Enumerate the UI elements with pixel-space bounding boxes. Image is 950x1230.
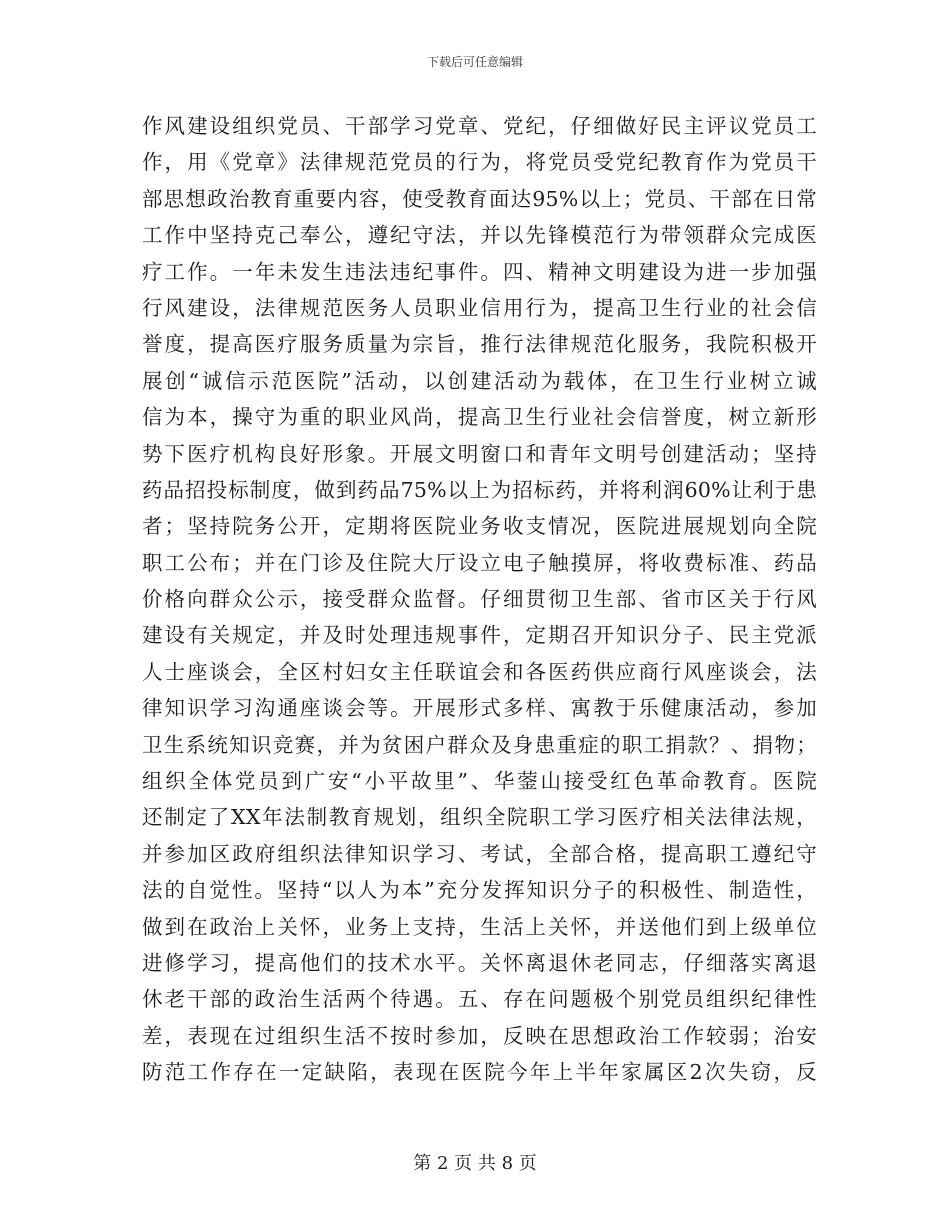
text-line: 誉度，提高医疗服务质量为宗旨，推行法律规范化服务，我院积极开 bbox=[142, 332, 817, 357]
text-line: 工作中坚持克己奉公，遵纪守法，并以先锋模范行为带领群众完成医 bbox=[142, 223, 817, 248]
text-line: 行风建设，法律规范医务人员职业信用行为，提高卫生行业的社会信 bbox=[142, 295, 817, 320]
text-line: 律知识学习沟通座谈会等。开展形式多样、寓教于乐健康活动，参加 bbox=[142, 696, 817, 721]
text-line: 职工公布；并在门诊及住院大厅设立电子触摸屏，将收费标准、药品 bbox=[142, 550, 817, 575]
text-line: 卫生系统知识竞赛，并为贫困户群众及身患重症的职工捐款？、捐物； bbox=[142, 732, 817, 757]
page-number: 第 2 页 共 8 页 bbox=[413, 1153, 537, 1174]
page-header-note: 下载后可任意编辑 bbox=[426, 55, 523, 69]
text-line: 还制定了XX年法制教育规划，组织全院职工学习医疗相关法律法规， bbox=[142, 805, 817, 830]
text-line: 势下医疗机构良好形象。开展文明窗口和青年文明号创建活动；坚持 bbox=[142, 441, 817, 466]
text-line: 作风建设组织党员、干部学习党章、党纪，仔细做好民主评议党员工 bbox=[142, 114, 817, 138]
body-text bbox=[142, 108, 817, 1091]
text-line: 建设有关规定，并及时处理违规事件，定期召开知识分子、民主党派 bbox=[142, 623, 817, 648]
text-line: 部思想政治教育重要内容，使受教育面达95%以上；党员、干部在日常 bbox=[142, 186, 817, 211]
text-line: 作，用《党章》法律规范党员的行为，将党员受党纪教育作为党员干 bbox=[142, 150, 817, 175]
text-line: 展创“诚信示范医院”活动，以创建活动为载体，在卫生行业树立诚 bbox=[142, 368, 817, 393]
text-line: 药品招投标制度，做到药品75%以上为招标药，并将利润60%让利于患 bbox=[142, 477, 817, 502]
text-line: 法的自觉性。坚持“以人为本”充分发挥知识分子的积极性、制造性， bbox=[142, 878, 817, 903]
text-line: 人士座谈会，全区村妇女主任联谊会和各医药供应商行风座谈会，法 bbox=[142, 659, 817, 684]
text-line: 差，表现在过组织生活不按时参加，反映在思想政治工作较弱；治安 bbox=[142, 1023, 817, 1048]
text-line: 做到在政治上关怀，业务上支持，生活上关怀，并送他们到上级单位 bbox=[142, 914, 817, 939]
text-line: 并参加区政府组织法律知识学习、考试，全部合格，提高职工遵纪守 bbox=[142, 841, 817, 866]
text-line: 防范工作存在一定缺陷，表现在医院今年上半年家属区2次失窃，反 bbox=[142, 1060, 817, 1085]
text-line: 信为本，操守为重的职业风尚，提高卫生行业社会信誉度，树立新形 bbox=[142, 405, 817, 430]
text-line: 者；坚持院务公开，定期将医院业务收支情况，医院进展规划向全院 bbox=[142, 514, 817, 539]
text-line: 休老干部的政治生活两个待遇。五、存在问题极个别党员组织纪律性 bbox=[142, 987, 817, 1012]
text-line: 组织全体党员到广安“小平故里”、华蓥山接受红色革命教育。医院 bbox=[142, 769, 817, 794]
text-line: 价格向群众公示，接受群众监督。仔细贯彻卫生部、省市区关于行风 bbox=[142, 587, 817, 612]
text-line: 进修学习，提高他们的技术水平。关怀离退休老同志，仔细落实离退 bbox=[142, 950, 817, 975]
text-line: 疗工作。一年未发生违法违纪事件。四、精神文明建设为进一步加强 bbox=[142, 259, 817, 284]
